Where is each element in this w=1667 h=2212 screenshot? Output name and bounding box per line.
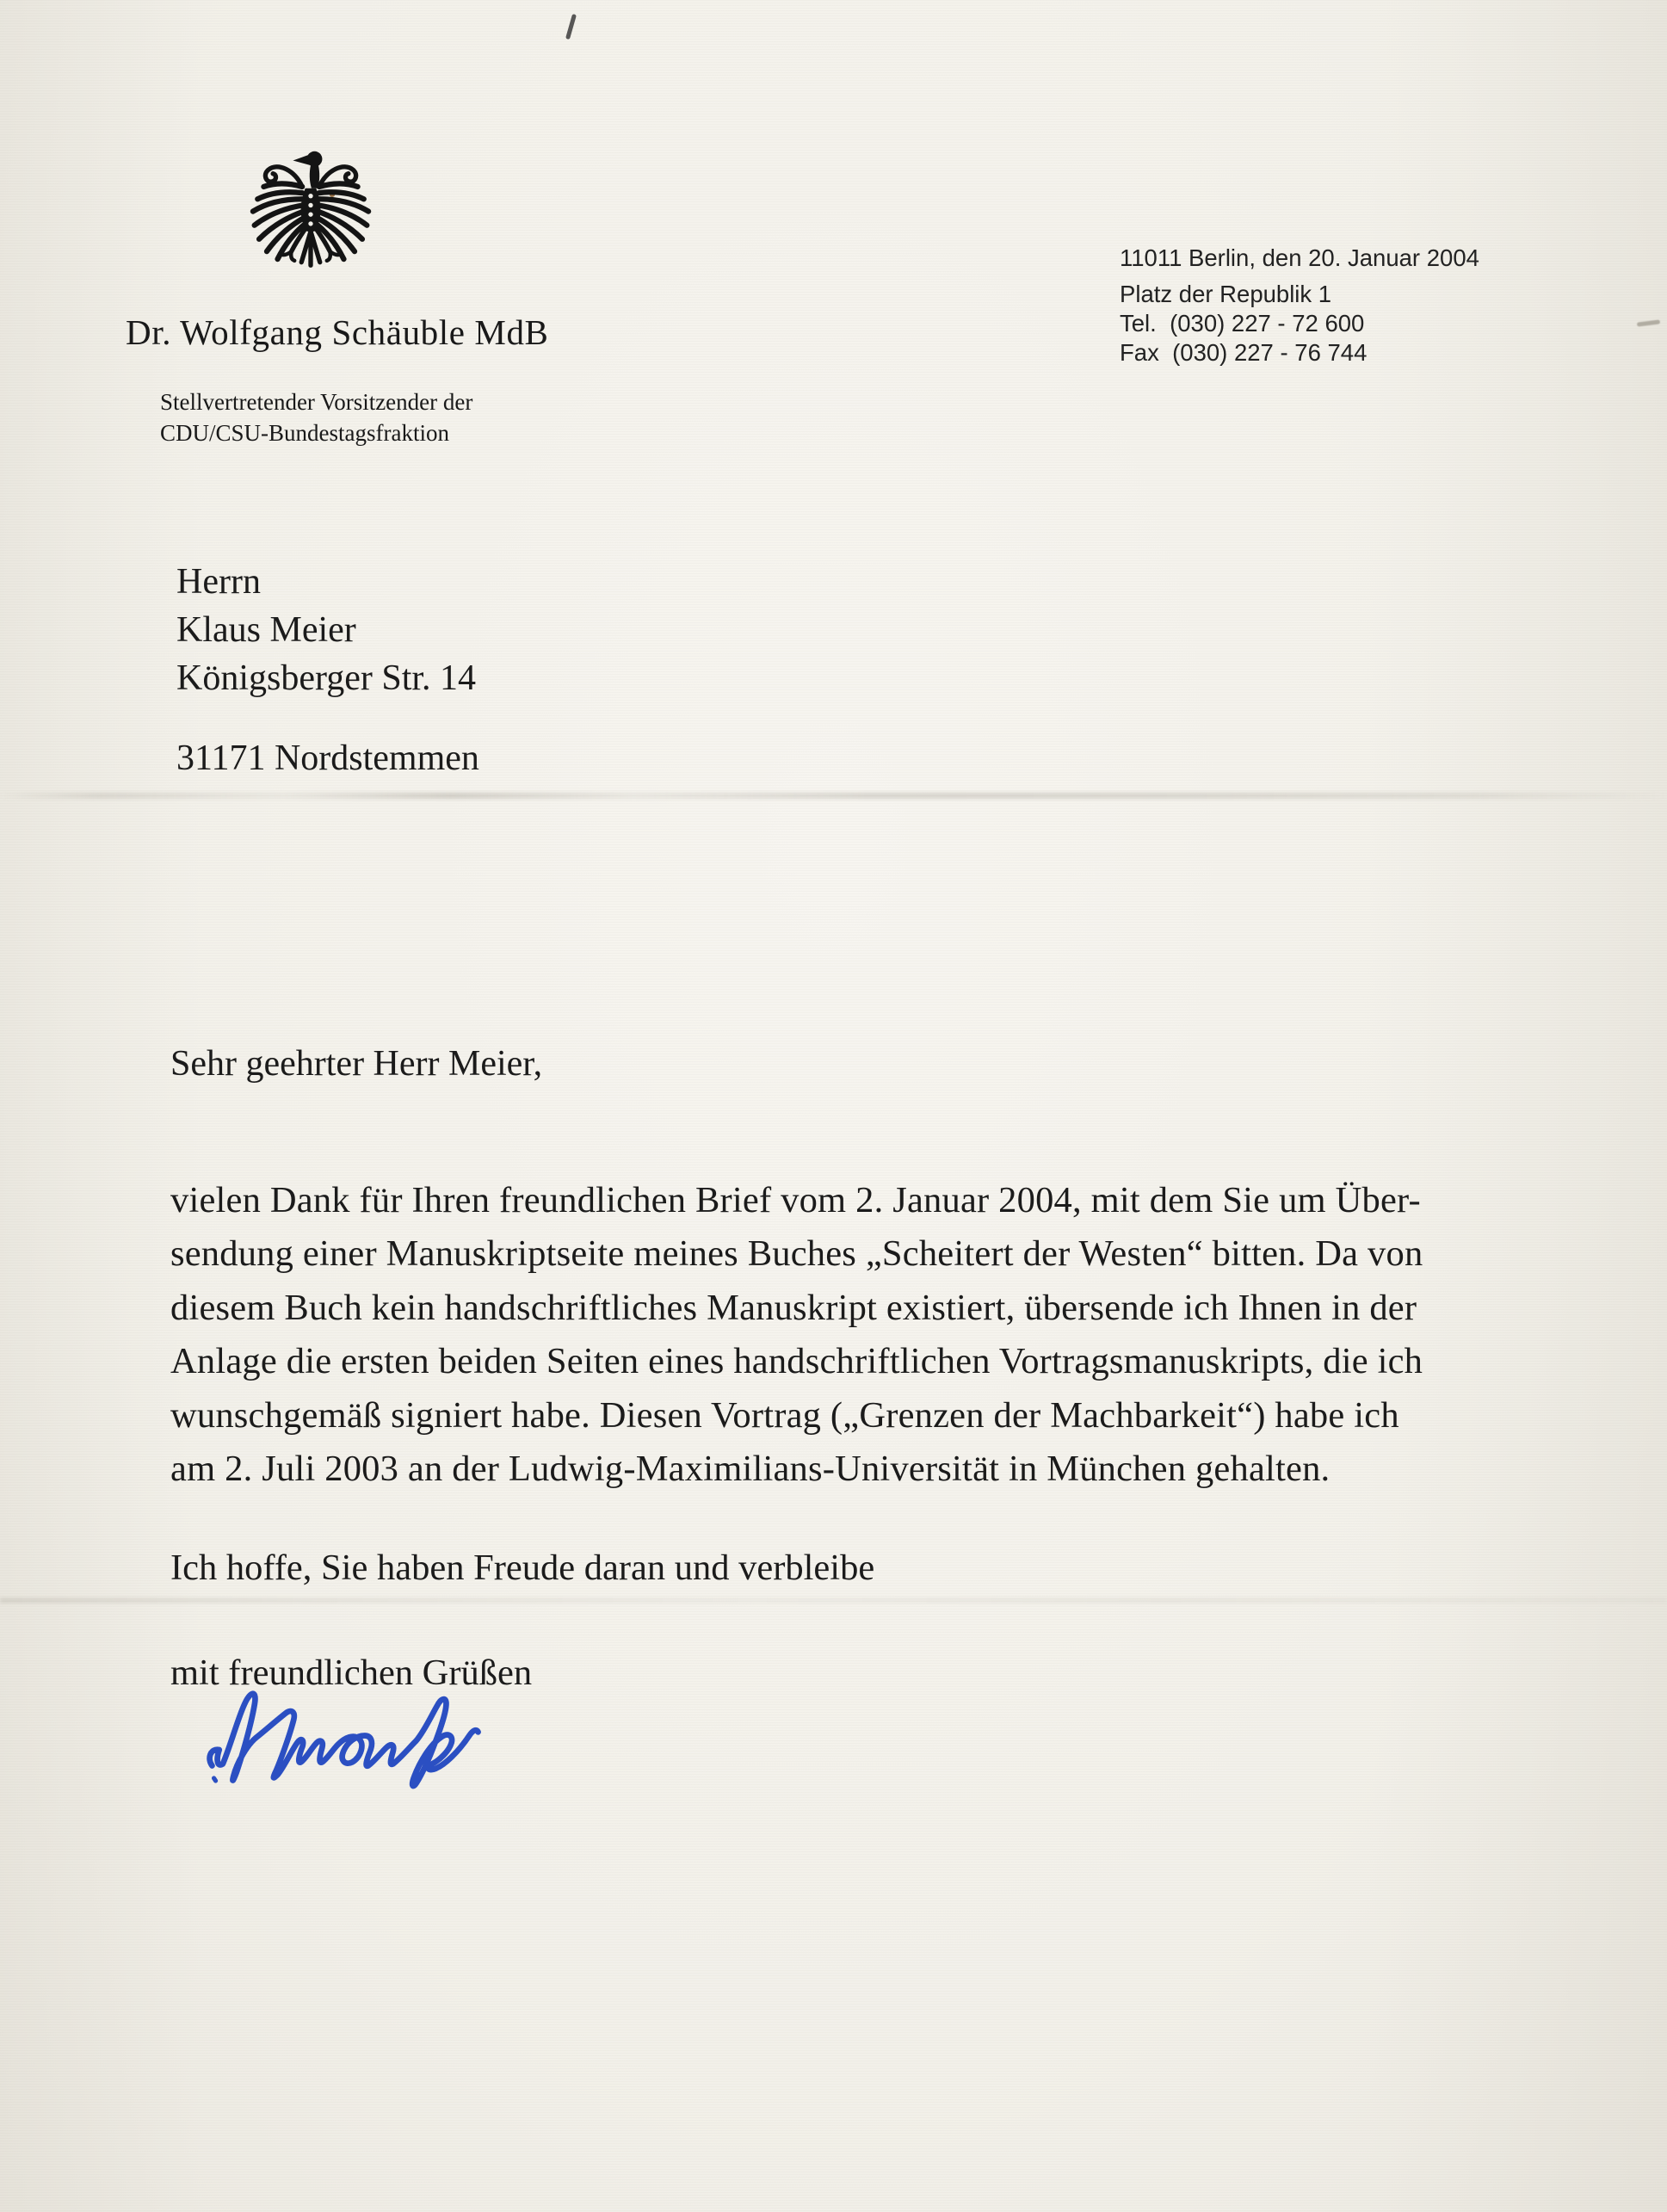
salutation: Sehr geehrter Herr Meier, — [170, 1044, 543, 1084]
handwritten-signature — [198, 1678, 491, 1799]
closing-phrase: mit freundlichen Grüßen — [170, 1653, 533, 1693]
body-paragraph-2: Ich hoffe, Sie haben Freude daran und verbleibe — [170, 1548, 875, 1588]
sender-role — [160, 386, 472, 448]
tel-line: Tel. (030) 227 - 72 600 — [1120, 310, 1365, 337]
fold-crease-upper — [0, 793, 1667, 799]
edge-smudge-mark — [1637, 319, 1660, 326]
body-line: vielen Dank für Ihren freundlichen Brief vom 2. Januar 2004, mit dem Sie um Über- — [170, 1180, 1421, 1220]
dateline-block — [1120, 244, 1479, 368]
signature-dot — [214, 1778, 216, 1781]
recipient-name: Klaus Meier — [176, 610, 356, 650]
body-line: am 2. Juli 2003 an der Ludwig-Maximilians-Universität in München gehalten. — [170, 1449, 1331, 1490]
fold-crease-lower — [0, 1598, 1667, 1603]
sender-role-line1: Stellvertretender Vorsitzender der — [160, 389, 473, 415]
street-line: Platz der Republik 1 — [1120, 281, 1332, 307]
fax-line: Fax (030) 227 - 76 744 — [1120, 339, 1368, 366]
body-line: diesem Buch kein handschriftliches Manuskript existiert, übersende ich Ihnen in der — [170, 1287, 1417, 1328]
sender-role-line2: CDU/CSU-Bundestagsfraktion — [160, 420, 449, 446]
recipient-street: Königsberger Str. 14 — [176, 658, 477, 698]
body-line: Anlage die ersten beiden Seiten eines handschriftlichen Vortragsmanuskripts, die ich — [170, 1341, 1423, 1382]
recipient-address — [176, 558, 479, 782]
body-paragraph-1 — [170, 1174, 1423, 1496]
pen-tick-mark — [565, 14, 577, 40]
bundesadler-eagle-icon — [238, 136, 384, 285]
city-date-line: 11011 Berlin, den 20. Januar 2004 — [1120, 244, 1479, 271]
recipient-city: 31171 Nordstemmen — [176, 738, 479, 778]
body-line: wunschgemäß signiert habe. Diesen Vortrag („Grenzen der Machbarkeit“) habe ich — [170, 1394, 1399, 1436]
body-line: sendung einer Manuskriptseite meines Buches „Scheitert der Westen“ bitten. Da von — [170, 1233, 1423, 1275]
signature-stroke — [210, 1694, 478, 1786]
recipient-salutation-word: Herrn — [176, 562, 261, 602]
sender-name: Dr. Wolfgang Schäuble MdB — [126, 312, 549, 352]
